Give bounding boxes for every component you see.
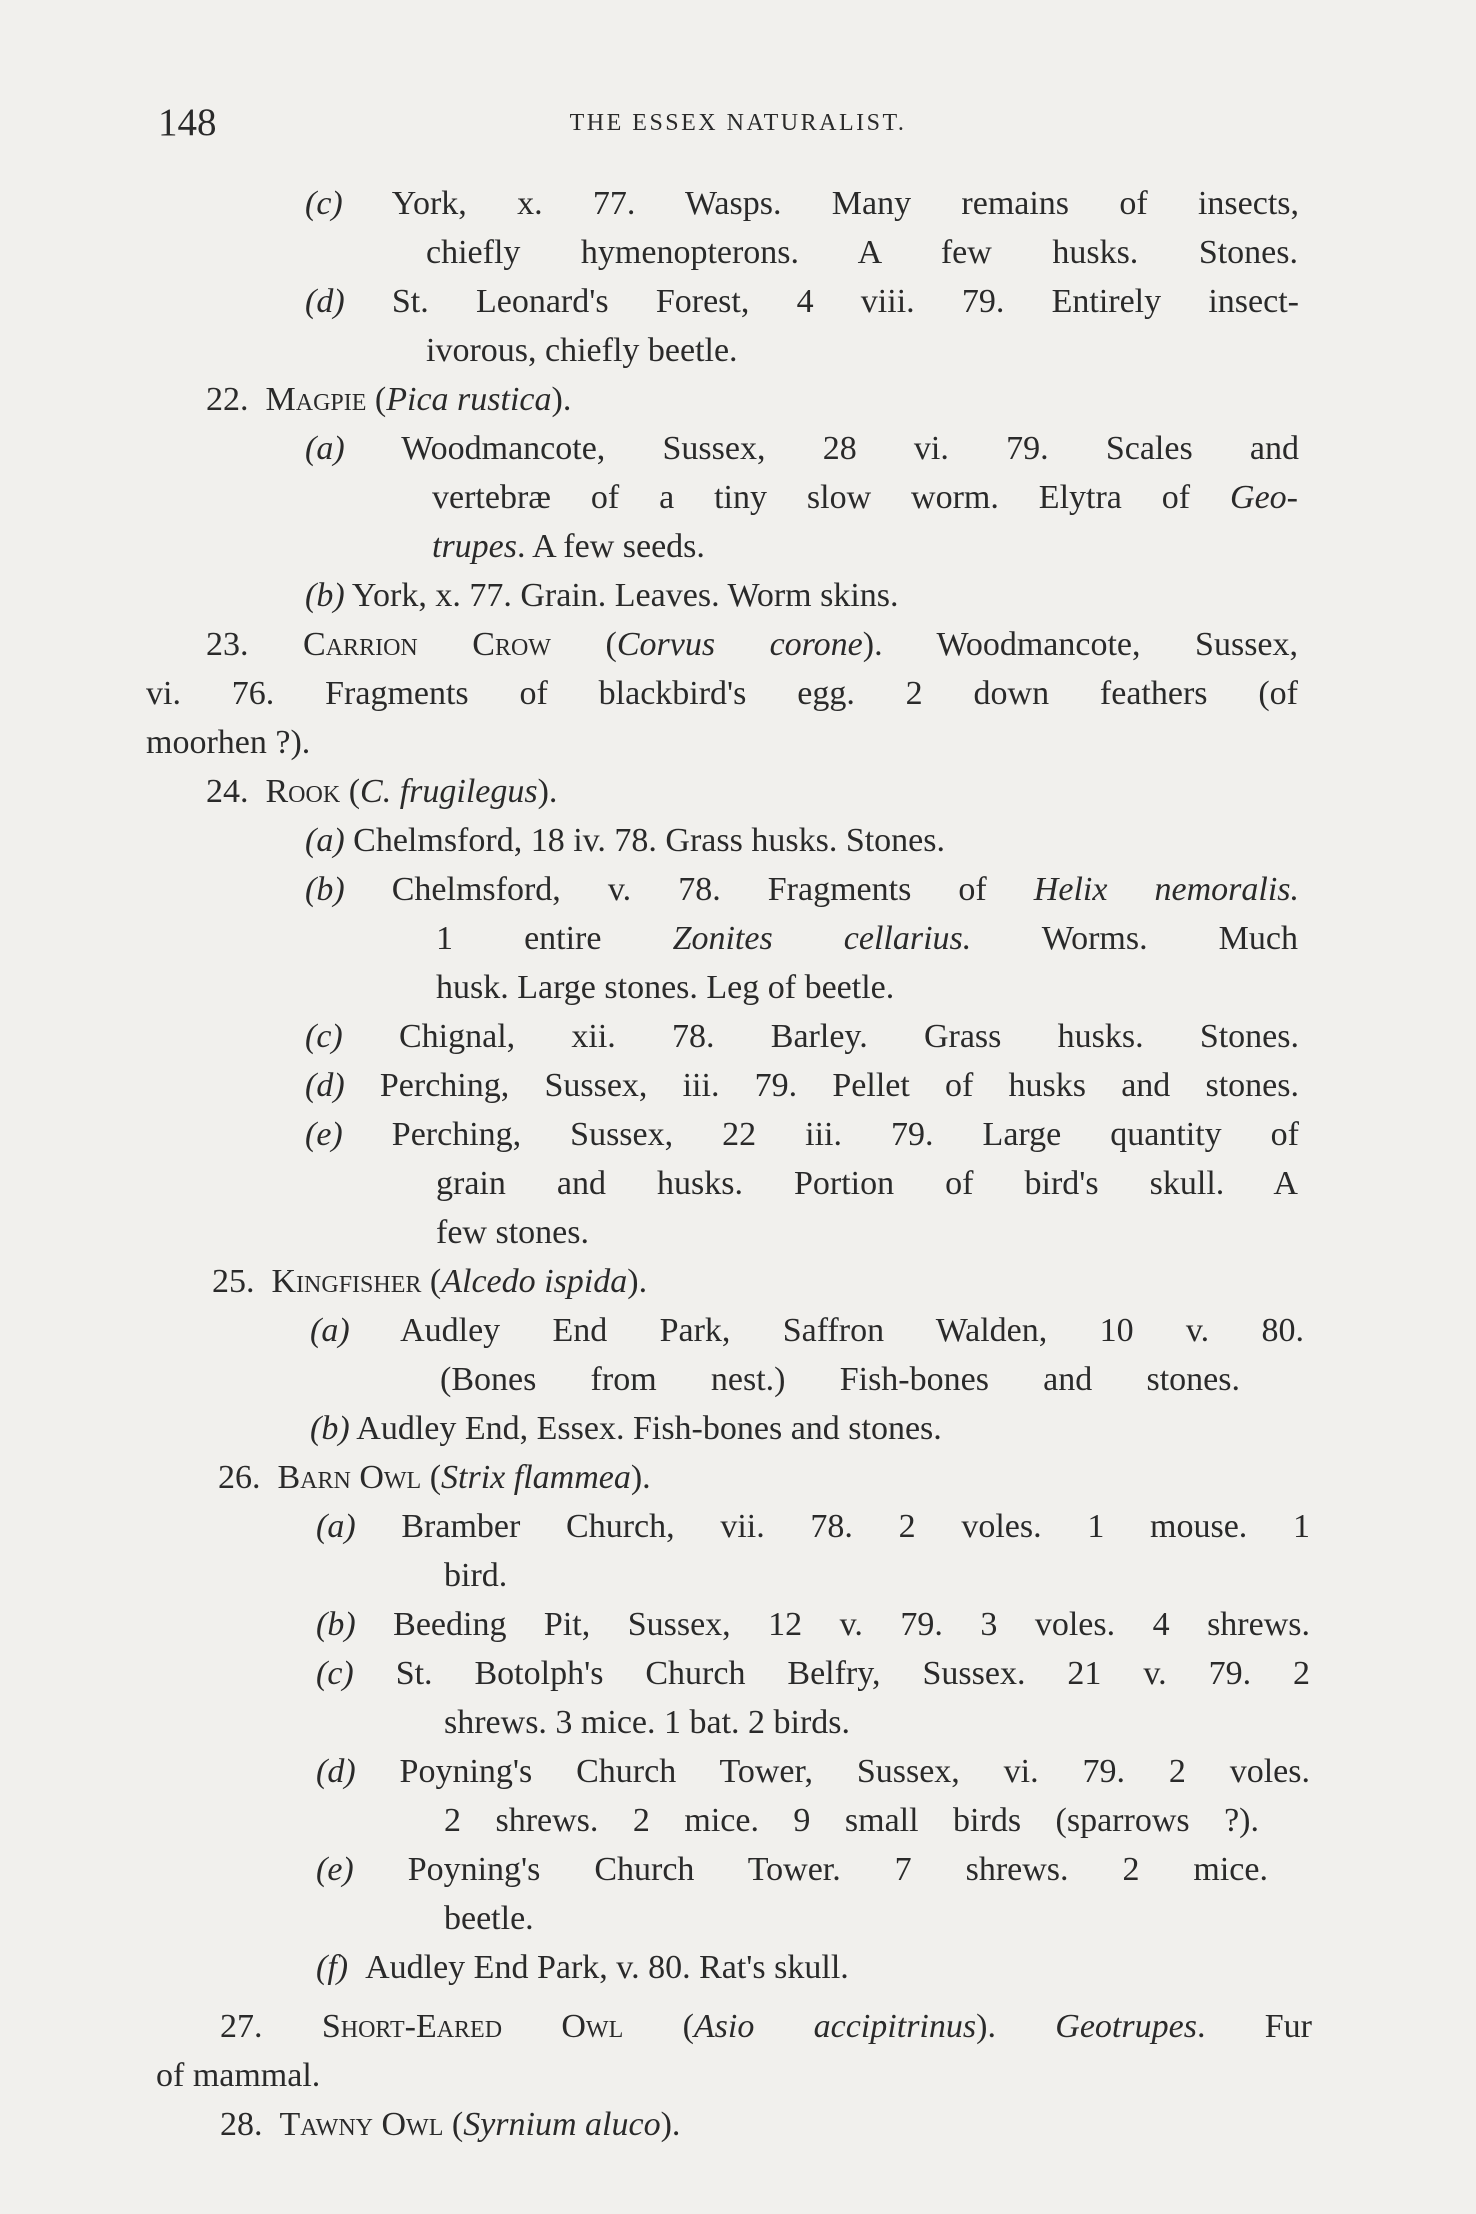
species-name: Barn Owl: [277, 1459, 422, 1496]
species-number: 25.: [212, 1263, 255, 1300]
species-number: 22.: [206, 381, 249, 418]
entry-label: (b): [305, 577, 345, 614]
entry-line: [444, 1555, 507, 1597]
entry-label: (d): [305, 1067, 345, 1104]
entry-label: (d): [316, 1753, 356, 1790]
entry-label: (c): [305, 185, 343, 222]
entry-text: St. Botolph's Church Belfry, Sussex. 21 v. 79. 2: [395, 1655, 1311, 1692]
entry-text: ivorous, chiefly beetle.: [426, 332, 738, 369]
entry-text: Audley End Park, v. 80. Rat's skull.: [365, 1949, 849, 1986]
entry-text: grain and husks. Portion of bird's skull. A: [436, 1165, 1298, 1202]
running-title: THE ESSEX NATURALIST.: [569, 110, 907, 136]
entry-label: (a): [316, 1508, 356, 1545]
entry-line: [146, 722, 310, 764]
entry-line: [444, 1898, 534, 1940]
entry-text: chiefly hymenopterons. A few husks. Stones.: [426, 234, 1298, 271]
entry-label: (a): [305, 822, 345, 859]
entry-text-italic: Geo-: [1230, 479, 1298, 516]
entry-text: Poyning's Church Tower, Sussex, vi. 79. 2 voles.: [399, 1753, 1310, 1790]
species-latin: Syrnium aluco: [463, 2106, 661, 2143]
entry-line: [436, 967, 894, 1009]
entry-text: bird.: [444, 1557, 508, 1594]
entry-text: Bramber Church, vii. 78. 2 voles. 1 mouse. 1: [401, 1508, 1310, 1545]
entry-text: beetle.: [444, 1900, 534, 1937]
entry-text: . Woodmancote, Sussex,: [874, 626, 1299, 663]
species-heading: 27. Short-Eared Owl (Asio accipitrinus). Geotrupes. Fur: [220, 2008, 1312, 2045]
entry-line: [316, 1506, 1310, 1548]
entry-text: shrews. 3 mice. 1 bat. 2 birds.: [444, 1704, 851, 1741]
entry-text: Perching, Sussex, iii. 79. Pellet of husks and stones.: [379, 1067, 1300, 1104]
species-number: 26.: [218, 1459, 261, 1496]
entry-line: [305, 183, 1299, 225]
entry-line: [444, 1800, 1259, 1842]
entry-label: (b): [316, 1606, 356, 1643]
entry-line: [316, 1947, 849, 1989]
entry-line: [146, 673, 1298, 715]
entry-text: vi. 76. Fragments of blackbird's egg. 2 down feathers (of: [146, 675, 1298, 712]
species-name: Short-Eared Owl: [321, 2008, 624, 2045]
entry-line: [426, 330, 738, 372]
species-heading: 26. Barn Owl (Strix flammea).: [218, 1459, 651, 1496]
page-header: [0, 100, 1476, 150]
page-number: 148: [158, 101, 217, 144]
species-name: Kingfisher: [271, 1263, 422, 1300]
entry-text: husk. Large stones. Leg of beetle.: [436, 969, 895, 1006]
entry-label: (d): [305, 283, 345, 320]
entry-text: 2 shrews. 2 mice. 9 small birds (sparrows ?).: [444, 1802, 1259, 1839]
species-number: 27.: [220, 2008, 263, 2045]
entry-label: (b): [310, 1410, 350, 1447]
species-heading: 23. Carrion Crow (Corvus corone). Woodmancote, Sussex,: [206, 626, 1299, 663]
species-latin: Corvus corone: [616, 626, 863, 663]
entry-line: [305, 428, 1299, 470]
entry-text: vertebræ of a tiny slow worm. Elytra of: [432, 479, 1191, 516]
entry-line: [436, 1212, 589, 1254]
entry-text: few stones.: [436, 1214, 589, 1251]
entry-label: (c): [316, 1655, 354, 1692]
entry-text: St. Leonard's Forest, 4 viii. 79. Entirely insect-: [391, 283, 1299, 320]
entry-text: Audley End, Essex. Fish-bones and stones.: [356, 1410, 942, 1447]
species-name: Carrion Crow: [303, 626, 551, 663]
species-number: 24.: [206, 773, 249, 810]
entry-text: Perching, Sussex, 22 iii. 79. Large quantity of: [391, 1116, 1300, 1153]
entry-label: (a): [310, 1312, 350, 1349]
species-latin: Alcedo ispida: [441, 1263, 628, 1300]
entry-line: [316, 1653, 1310, 1695]
entry-text: Beeding Pit, Sussex, 12 v. 79. 3 voles. 4 shrews.: [393, 1606, 1311, 1643]
entry-text: moorhen ?).: [146, 724, 311, 761]
entry-line: [310, 1408, 942, 1450]
entry-line: [310, 1310, 1304, 1352]
entry-label: (e): [316, 1851, 354, 1888]
species-latin: C. frugilegus: [360, 773, 538, 810]
entry-text: Fur: [1264, 2008, 1312, 2045]
entry-text-italic: Geotrupes: [1055, 2008, 1197, 2045]
entry-line: [156, 2055, 320, 2097]
entry-text: (Bones from nest.) Fish-bones and stones.: [440, 1361, 1240, 1398]
entry-label: (c): [305, 1018, 343, 1055]
species-heading: 24. Rook (C. frugilegus).: [206, 773, 558, 810]
entry-text: of mammal.: [156, 2057, 321, 2094]
entry-text: Worms. Much: [1041, 920, 1298, 957]
entry-text: Chelmsford, 18 iv. 78. Grass husks. Stones.: [353, 822, 946, 859]
entry-text: Chelmsford, v. 78. Fragments of: [391, 871, 987, 908]
entry-text: York, x. 77. Wasps. Many remains of insects,: [391, 185, 1299, 222]
entry-line: [305, 1114, 1299, 1156]
entry-line: [305, 281, 1299, 323]
entry-label: (b): [305, 871, 345, 908]
entry-label: (a): [305, 430, 345, 467]
entry-line: [305, 575, 899, 617]
entry-label: (f): [316, 1949, 349, 1986]
entry-line: [432, 526, 705, 568]
entry-line: [305, 869, 1299, 911]
entry-line: [426, 232, 1298, 274]
entry-line: [440, 1359, 1240, 1401]
entry-text: . A few seeds.: [517, 528, 705, 565]
entry-line: [305, 820, 945, 862]
entry-text: Woodmancote, Sussex, 28 vi. 79. Scales and: [401, 430, 1299, 467]
entry-text-italic: trupes: [432, 528, 517, 565]
species-name: Magpie: [265, 381, 367, 418]
entry-text: Audley End Park, Saffron Walden, 10 v. 80.: [400, 1312, 1304, 1349]
entry-text-italic: Zonites cellarius.: [672, 920, 972, 957]
entry-line: [436, 1163, 1298, 1205]
species-heading: 22. Magpie (Pica rustica).: [206, 381, 572, 418]
entry-line: [444, 1702, 850, 1744]
species-heading: 28. Tawny Owl (Syrnium aluco).: [220, 2106, 681, 2143]
entry-text: York, x. 77. Grain. Leaves. Worm skins.: [351, 577, 899, 614]
entry-text: Poyning's Church Tower. 7 shrews. 2 mice.: [407, 1851, 1268, 1888]
entry-line: [316, 1604, 1310, 1646]
species-latin: Pica rustica: [386, 381, 552, 418]
entry-line: [432, 477, 1298, 519]
entry-text: 1 entire: [436, 920, 602, 957]
entry-line: [316, 1849, 1268, 1891]
entry-text-italic: Helix nemoralis.: [1033, 871, 1299, 908]
species-number: 23.: [206, 626, 249, 663]
entry-line: [316, 1751, 1310, 1793]
species-latin: Strix flammea: [441, 1459, 631, 1496]
species-latin: Asio accipitrinus: [693, 2008, 977, 2045]
species-name: Rook: [265, 773, 341, 810]
species-name: Tawny Owl: [279, 2106, 444, 2143]
entry-line: [305, 1065, 1299, 1107]
entry-label: (e): [305, 1116, 343, 1153]
entry-line: [436, 918, 1298, 960]
entry-line: [305, 1016, 1299, 1058]
entry-text: Chignal, xii. 78. Barley. Grass husks. Stones.: [399, 1018, 1300, 1055]
species-number: 28.: [220, 2106, 263, 2143]
species-heading: 25. Kingfisher (Alcedo ispida).: [212, 1263, 648, 1300]
